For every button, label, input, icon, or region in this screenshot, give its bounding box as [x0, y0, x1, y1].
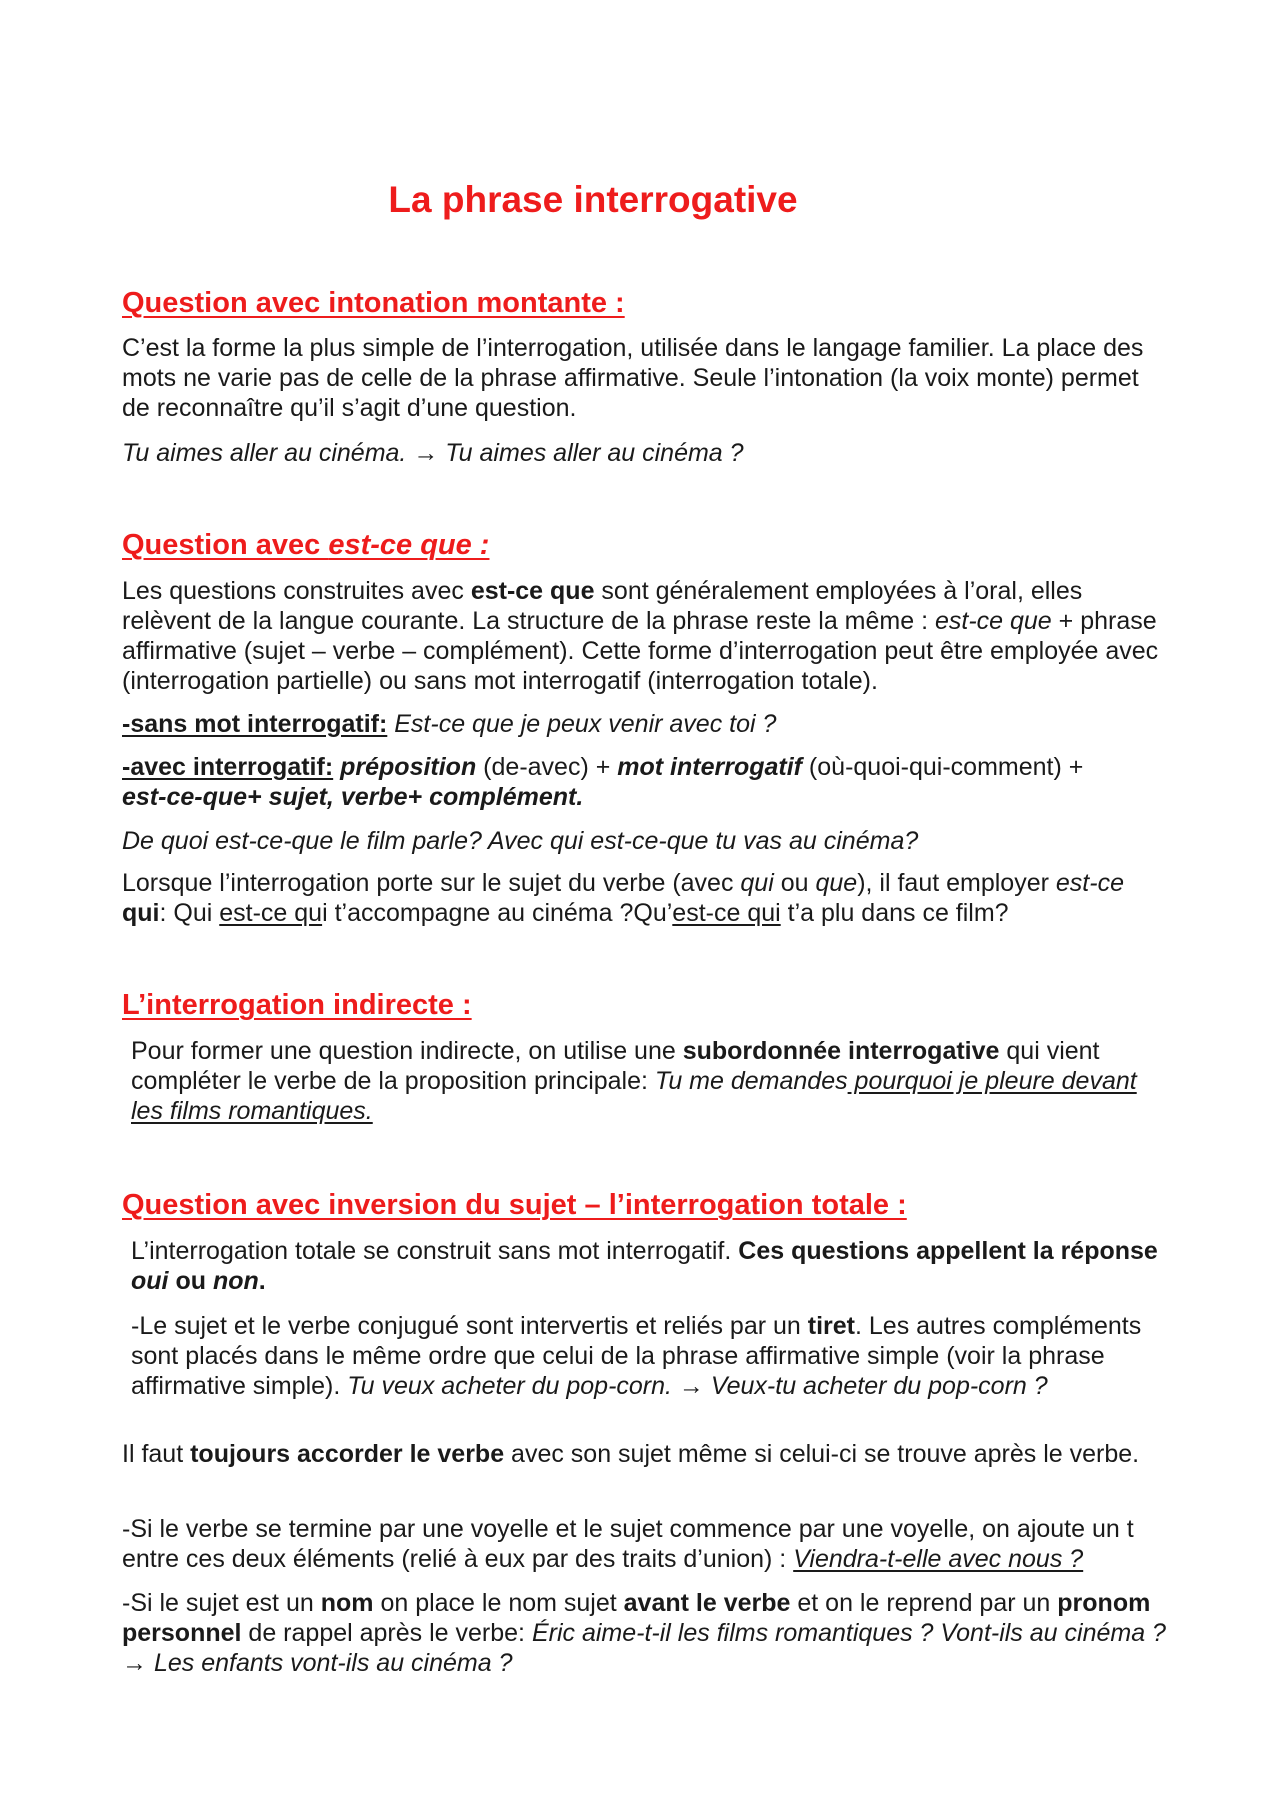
paragraph-avec-interrogatif [122, 752, 1172, 812]
bold-fragment: toujours accorder le verbe [190, 1440, 505, 1468]
underlined-fragment: est-ce qui [672, 899, 781, 927]
paragraph-intonation-definition [122, 333, 1172, 423]
italic-fragment: Éric aime-t-il les films romantiques ? Vont-ils au cinéma ? → Les enfants vont-ils au cinéma ? [122, 1619, 1166, 1677]
text-fragment: Lorsque l’interrogation porte sur le sujet du verbe (avec [122, 869, 741, 897]
text-fragment: (de-avec) + [476, 753, 618, 781]
text-fragment: avec son sujet même si celui-ci se trouve après le verbe. [504, 1440, 1140, 1468]
bold-fragment: . [258, 1267, 266, 1295]
example-est-ce-que: De quoi est-ce-que le film parle? Avec qui est-ce-que tu vas au cinéma? [122, 827, 919, 855]
text-fragment: Les questions construites avec [122, 577, 471, 605]
bold-italic-fragment: est-ce-que+ sujet, verbe+ complément. [122, 783, 584, 811]
text-fragment: sont généralement employées à l’oral, elles relèvent de la langue courante. La structure de la phrase reste la même : [122, 577, 1083, 635]
bold-fragment: tiret [807, 1312, 855, 1340]
text-fragment: qui vient compléter le verbe de la proposition principale: [131, 1037, 1100, 1095]
text-fragment: Il faut [122, 1440, 191, 1468]
underlined-italic-fragment: Viendra-t-elle avec nous ? [793, 1545, 1084, 1573]
heading-intonation-montante: Question avec intonation montante : [122, 287, 625, 319]
italic-fragment: que [815, 869, 858, 897]
bold-fragment: ou [168, 1267, 213, 1295]
underlined-fragment: est-ce qu [219, 899, 323, 927]
bold-italic-fragment: préposition [333, 753, 477, 781]
text-fragment: ou [773, 869, 816, 897]
heading-inversion-sujet: Question avec inversion du sujet – l’interrogation totale : [122, 1189, 907, 1221]
text-fragment: et on le reprend par un [790, 1589, 1058, 1617]
heading-est-ce-que-text: Question avec [122, 529, 329, 561]
paragraph-accord-verbe [122, 1439, 1172, 1469]
text-fragment: t’a plu dans ce film? [780, 899, 1009, 927]
italic-fragment: est-ce que [934, 607, 1052, 635]
label-sans-mot-interrogatif: -sans mot interrogatif: [122, 710, 388, 738]
italic-fragment: qui [740, 869, 774, 897]
text-fragment: de rappel après le verbe: [241, 1619, 532, 1647]
bold-fragment: qui [122, 899, 160, 927]
paragraph-interrogation-indirecte [131, 1036, 1172, 1126]
underlined-italic-fragment: pourquoi je pleure devant les films romantiques. [131, 1067, 1137, 1125]
text-fragment: : Qui [159, 899, 220, 927]
text-fragment: Pour former une question indirecte, on utilise une [131, 1037, 683, 1065]
text-fragment: (où-quoi-qui-comment) + [801, 753, 1084, 781]
text-fragment: L’interrogation totale se construit sans mot interrogatif. [131, 1237, 739, 1265]
paragraph-est-ce-que-definition [122, 576, 1172, 696]
paragraph-inversion-tiret [131, 1311, 1172, 1401]
bold-fragment: Ces questions appellent la réponse [738, 1237, 1158, 1265]
bold-fragment: est-ce que [470, 577, 595, 605]
bold-fragment: nom [320, 1589, 374, 1617]
heading-interrogation-indirecte: L’interrogation indirecte : [122, 989, 472, 1021]
italic-fragment: est-ce [1055, 869, 1124, 897]
document-title: La phrase interrogative [388, 179, 798, 220]
bold-fragment: avant le verbe [623, 1589, 791, 1617]
text-fragment: . Les autres compléments sont placés dans le même ordre que celui de la phrase affirmative simple (voir la phrase affirmative simple). [131, 1312, 1142, 1400]
label-avec-interrogatif: -avec interrogatif: [122, 753, 334, 781]
paragraph-sujet-nom [122, 1588, 1172, 1678]
bold-italic-fragment: mot interrogatif [617, 753, 802, 781]
text-fragment: on place le nom sujet [373, 1589, 624, 1617]
intonation-text: C’est la forme la plus simple de l’interrogation, utilisée dans le langage familier. La place des mots ne varie pas de celle de la phrase affirmative. Seule l’intonation (la voix monte) permet de reconnaître qu’il s’agit d’une question. [122, 334, 1144, 422]
paragraph-intonation-example [122, 438, 1172, 468]
paragraph-t-euphonique [122, 1514, 1172, 1574]
heading-est-ce-que [122, 528, 489, 562]
example-sans-mot-interrogatif: Est-ce que je peux venir avec toi ? [387, 710, 777, 738]
text-fragment: i t’accompagne au cinéma ?Qu’ [322, 899, 673, 927]
bold-italic-fragment: oui [131, 1267, 169, 1295]
heading-est-ce-que-italic: est-ce que : [328, 529, 490, 561]
italic-fragment: Tu me demandes [654, 1067, 848, 1095]
text-fragment: -Si le verbe se termine par une voyelle et le sujet commence par une voyelle, on ajoute un t entre ces deux éléments (relié à eux par des traits d’union) : [122, 1515, 1134, 1573]
text-fragment: -Le sujet et le verbe conjugué sont intervertis et reliés par un [131, 1312, 808, 1340]
text-fragment: + phrase affirmative (sujet – verbe – complément). Cette forme d’interrogation peut être employée avec (interrogation partielle) ou sans mot interrogatif (interrogation totale). [122, 607, 1159, 695]
intonation-example: Tu aimes aller au cinéma. → Tu aimes aller au cinéma ? [122, 439, 744, 467]
bold-fragment: pronom personnel [122, 1589, 1151, 1647]
bold-fragment: subordonnée interrogative [682, 1037, 1000, 1065]
paragraph-interrogation-totale [131, 1236, 1172, 1296]
paragraph-est-ce-qui [122, 868, 1172, 928]
paragraph-sans-mot-interrogatif [122, 709, 1172, 739]
text-fragment: ), il faut employer [857, 869, 1056, 897]
paragraph-exemples-est-ce-que [122, 826, 1172, 856]
italic-fragment: Tu veux acheter du pop-corn. → Veux-tu acheter du pop-corn ? [347, 1372, 1048, 1400]
text-fragment: -Si le sujet est un [122, 1589, 321, 1617]
bold-italic-fragment: non [212, 1267, 259, 1295]
